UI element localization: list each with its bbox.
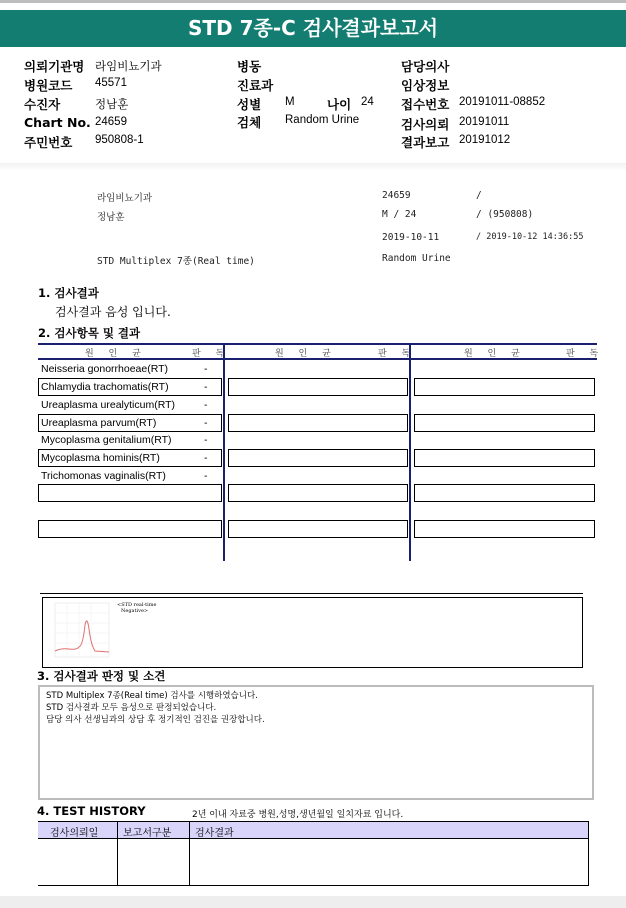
top-border (0, 0, 626, 3)
page-divider (0, 163, 626, 171)
label-doctor: 담당의사 (401, 59, 450, 74)
summary-clinic: 라임비뇨기과 (97, 193, 153, 204)
history-note: 2년 이내 자료중 병원,성명,생년월일 일치자료 입니다. (192, 810, 404, 820)
summary-sex-age: M / 24 (382, 209, 417, 220)
summary-test: STD Multiplex 7종(Real time) (97, 256, 255, 267)
history-header-result: 검사결과 (195, 828, 234, 839)
header-pathogen-2: 원 인 균 (275, 349, 337, 359)
summary-request-date: 2019-10-11 (382, 232, 440, 243)
label-receipt-no: 접수번호 (401, 97, 450, 112)
summary-birth: / (950808) (476, 209, 534, 220)
graph-top-rule (40, 593, 583, 594)
value-id-number: 950808-1 (95, 134, 144, 146)
graph-caption-1: <STD real-time (117, 602, 157, 608)
section1-title: 1. 검사결과 (38, 286, 99, 300)
value-sex: M (285, 96, 295, 108)
pathogen-result: - (204, 399, 208, 411)
value-report-date: 20191012 (459, 134, 511, 146)
pathogen-result: - (204, 470, 208, 482)
pathogen-name: Mycoplasma hominis(RT) (41, 452, 160, 464)
label-dept: 진료과 (237, 78, 274, 93)
pathogen-name: Mycoplasma genitalium(RT) (41, 434, 172, 446)
value-request-date: 20191011 (459, 116, 510, 128)
value-clinic: 라임비뇨기과 (95, 61, 162, 73)
label-id-number: 주민번호 (24, 135, 73, 150)
opinion-box (38, 685, 594, 800)
history-header-report-type: 보고서구분 (123, 828, 172, 839)
header-result-1: 판 독 (192, 349, 231, 359)
pathogen-result: - (204, 417, 208, 429)
section1-result: 검사결과 음성 입니다. (55, 305, 171, 319)
value-receipt-no: 20191011-08852 (459, 96, 546, 108)
label-ward: 병동 (237, 59, 262, 74)
history-table (38, 821, 589, 886)
value-hospital-code: 45571 (95, 77, 127, 89)
pathogen-name: Chlamydia trachomatis(RT) (41, 381, 169, 393)
pathogen-result: - (204, 363, 208, 375)
label-age: 나이 (327, 97, 352, 112)
header-result-2: 판 독 (378, 349, 417, 359)
history-header-request-date: 검사의뢰일 (50, 828, 99, 839)
pathogen-name: Ureaplasma urealyticum(RT) (41, 399, 176, 411)
opinion-line: 담당 의사 선생님과의 상담 후 정기적인 검진을 권장합니다. (46, 715, 265, 725)
section4-title: 4. TEST HISTORY (37, 804, 146, 818)
section3-title: 3. 검사결과 판정 및 소견 (37, 669, 166, 683)
label-clinic: 의뢰기관명 (24, 59, 85, 74)
label-patient: 수진자 (24, 97, 61, 112)
label-sex: 성별 (237, 97, 262, 112)
label-hospital-code: 병원코드 (24, 78, 73, 93)
value-patient: 정남훈 (95, 99, 129, 111)
summary-name: 정남훈 (97, 212, 125, 223)
header-pathogen-3: 원 인 균 (464, 349, 526, 359)
amplification-graph-box (42, 597, 583, 668)
pathogen-name: Neisseria gonorrhoeae(RT) (41, 363, 169, 375)
value-specimen: Random Urine (285, 114, 360, 126)
report-title: STD 7종-C 검사결과보고서 (0, 10, 626, 47)
footer-bar (0, 896, 626, 908)
amplification-curve-chart (47, 601, 111, 665)
pathogen-result: - (204, 381, 208, 393)
summary-specimen: Random Urine (382, 253, 451, 264)
label-specimen: 검체 (237, 115, 262, 130)
pathogen-name: Trichomonas vaginalis(RT) (41, 470, 166, 482)
value-age: 24 (361, 96, 374, 108)
pathogen-name: Ureaplasma parvum(RT) (41, 417, 157, 429)
value-chart-no: 24659 (95, 116, 127, 128)
summary-slash: / (476, 190, 482, 201)
opinion-line: STD Multiplex 7종(Real time) 검사를 시행하였습니다. (46, 691, 258, 701)
summary-chart: 24659 (382, 190, 411, 201)
pathogen-result: - (204, 434, 208, 446)
label-clinical-info: 임상정보 (401, 78, 450, 93)
label-report-date: 결과보고 (401, 135, 450, 150)
graph-caption-2: Negative> (121, 608, 149, 614)
opinion-line: STD 검사결과 모두 음성으로 판정되었습니다. (46, 703, 217, 713)
summary-report-datetime: / 2019-10-12 14:36:55 (476, 232, 584, 242)
pathogen-result: - (204, 452, 208, 464)
label-request-date: 검사의뢰 (401, 117, 450, 132)
section2-title: 2. 검사항목 및 결과 (38, 326, 141, 340)
header-result-3: 판 독 (566, 349, 605, 359)
label-chart-no: Chart No. (24, 115, 91, 130)
header-pathogen-1: 원 인 균 (85, 349, 147, 359)
